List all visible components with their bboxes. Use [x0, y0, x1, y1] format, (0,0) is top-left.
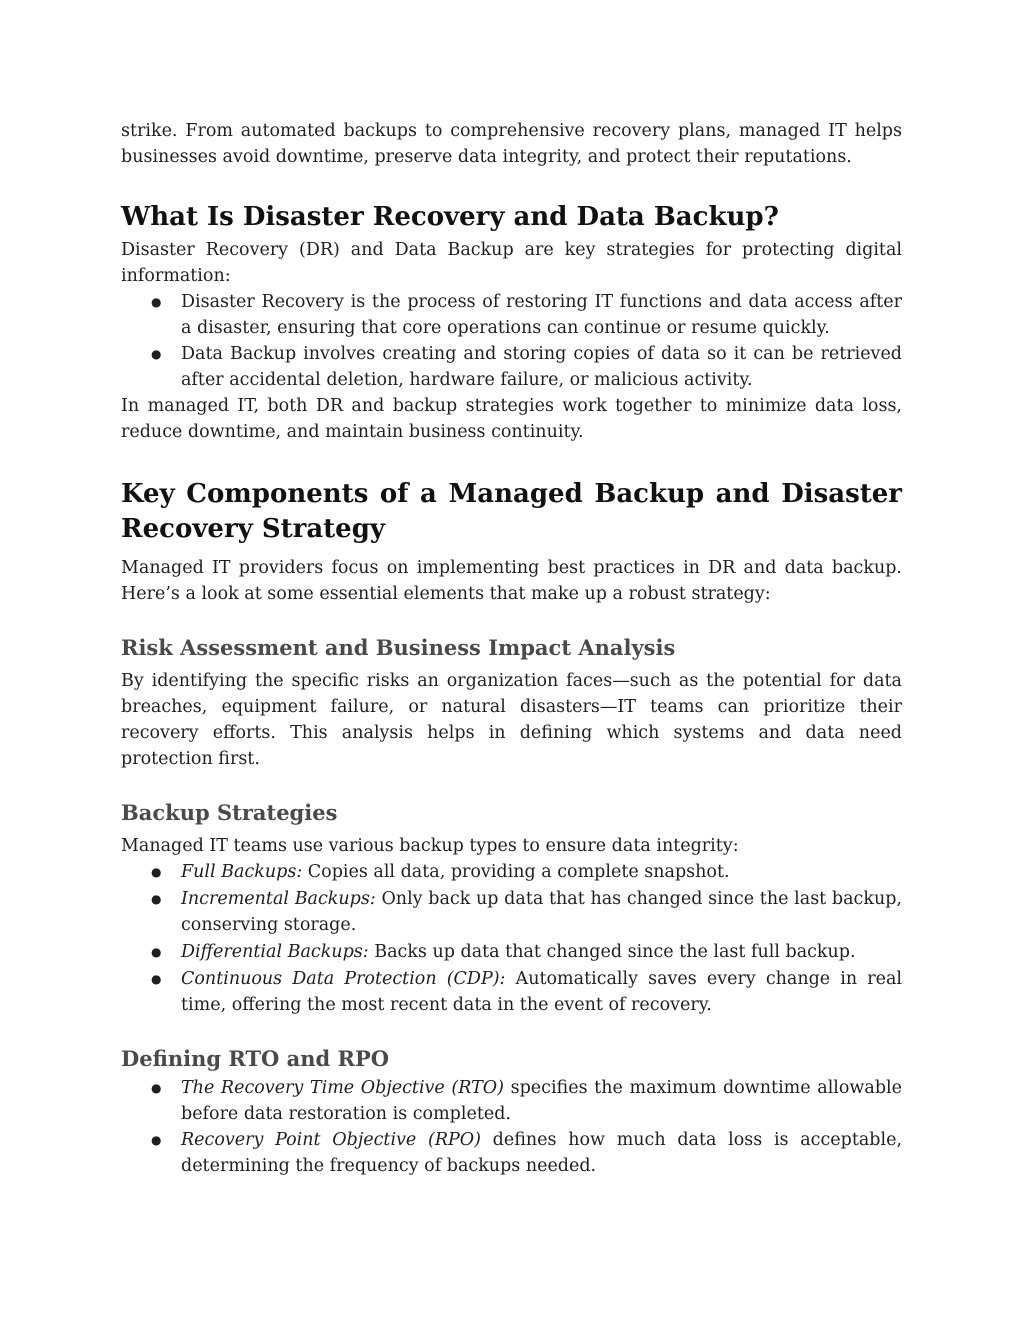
- list-item-term: Recovery Point Objective (RPO): [181, 1130, 481, 1150]
- rto-rpo-title: Defining RTO and RPO: [121, 1046, 390, 1071]
- bullet-icon: ●: [151, 892, 162, 906]
- list-item-desc: Automatically saves every change in real time, offering the most recent data in the event of recovery.: [181, 969, 902, 1015]
- section-what-title: What Is Disaster Recovery and Data Backup?: [121, 202, 779, 232]
- list-item-desc: Copies all data, providing a complete snapshot.: [302, 862, 730, 882]
- list-item-desc: Backs up data that changed since the last full backup.: [368, 942, 856, 962]
- section-key-lead: Managed IT providers focus on implementing best practices in DR and data backup. Here’s a look at some essential elements that make up a robust strategy:: [121, 558, 902, 604]
- list-item-text: Data Backup involves creating and storing copies of data so it can be retrieved after accidental deletion, hardware failure, or malicious activity.: [181, 344, 902, 390]
- backup-strategies-title: Backup Strategies: [121, 800, 338, 825]
- backup-strategies-lead: Managed IT teams use various backup types to ensure data integrity:: [121, 836, 739, 856]
- bullet-icon: ●: [151, 295, 162, 309]
- list-item-desc: Only back up data that has changed since the last backup, conserving storage.: [181, 889, 902, 935]
- section-key-title: Key Components of a Managed Backup and Disaster Recovery Strategy: [121, 479, 902, 544]
- list-item: [121, 939, 902, 965]
- list-item: [121, 341, 902, 393]
- risk-assessment-paragraph: By identifying the specific risks an organization faces—such as the potential for data breaches, equipment failure, or natural disasters—IT teams can prioritize their recovery efforts. This analysis helps in defining which systems and data need protection first.: [121, 671, 902, 769]
- list-item-desc: specifies the maximum downtime allowable before data restoration is completed.: [181, 1078, 902, 1124]
- list-item-term: The Recovery Time Objective (RTO): [181, 1078, 504, 1098]
- bullet-icon: ●: [151, 1081, 162, 1095]
- risk-assessment-title: Risk Assessment and Business Impact Analysis: [121, 635, 676, 660]
- list-item-text: Disaster Recovery is the process of restoring IT functions and data access after a disaster, ensuring that core operations can continue or resume quickly.: [181, 292, 902, 338]
- list-item: [121, 966, 902, 1018]
- bullet-icon: ●: [151, 945, 162, 959]
- list-item: [121, 1127, 902, 1179]
- section-what-closing: In managed IT, both DR and backup strategies work together to minimize data loss, reduce downtime, and maintain business continuity.: [121, 396, 902, 442]
- list-item: [121, 886, 902, 938]
- list-item-term: Full Backups:: [181, 862, 303, 882]
- section-what-bullet-list: [121, 289, 902, 393]
- bullet-icon: ●: [151, 865, 162, 879]
- bullet-icon: ●: [151, 1133, 162, 1147]
- list-item-term: Incremental Backups:: [181, 889, 376, 909]
- bullet-icon: ●: [151, 972, 162, 986]
- list-item: [121, 1075, 902, 1127]
- list-item: [121, 289, 902, 341]
- section-what-lead: Disaster Recovery (DR) and Data Backup are key strategies for protecting digital information:: [121, 240, 902, 286]
- list-item-term: Continuous Data Protection (CDP):: [181, 969, 506, 989]
- backup-types-list: [121, 859, 902, 1018]
- bullet-icon: ●: [151, 347, 162, 361]
- list-item-term: Differential Backups:: [181, 942, 369, 962]
- list-item-desc: defines how much data loss is acceptable, determining the frequency of backups needed.: [181, 1130, 903, 1176]
- intro-paragraph: strike. From automated backups to comprehensive recovery plans, managed IT helps businesses avoid downtime, preserve data integrity, and protect their reputations.: [121, 121, 902, 167]
- list-item: [121, 859, 902, 885]
- document-page: [121, 118, 902, 1179]
- rto-rpo-list: [121, 1075, 902, 1179]
